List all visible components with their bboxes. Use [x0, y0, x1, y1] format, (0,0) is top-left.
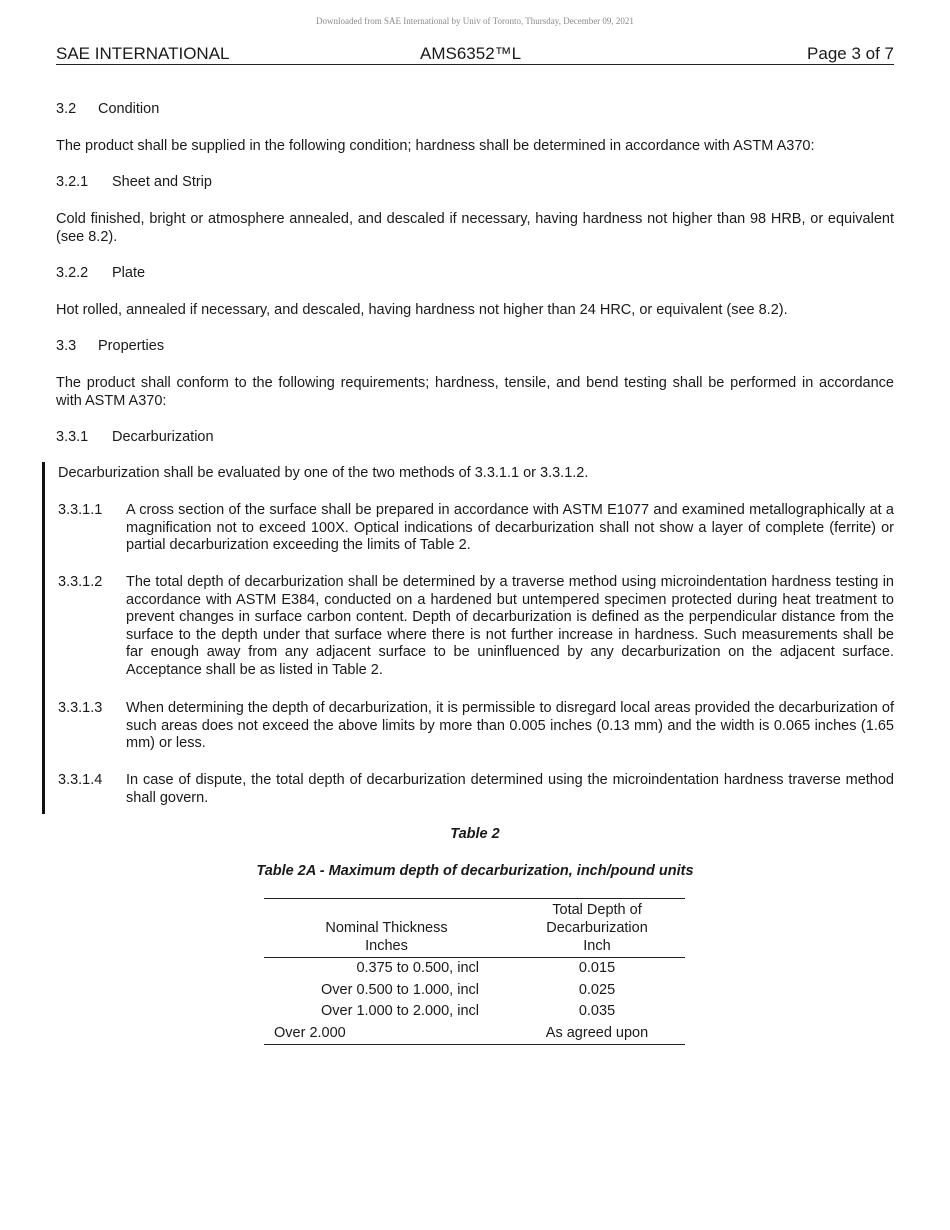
- paragraph-3-3: The product shall conform to the following requirements; hardness, tensile, and bend testing shall be performed in accordance with ASTM A370:: [56, 375, 894, 409]
- header-org: SAE INTERNATIONAL: [56, 44, 230, 63]
- page-header: [56, 44, 894, 65]
- paragraph-3-3-1: Decarburization shall be evaluated by one of the two methods of 3.3.1.1 or 3.3.1.2.: [58, 465, 589, 481]
- list-item-3-3-1-3: 3.3.1.3 When determining the depth of decarburization, it is permissible to disregard local areas provided the decarburization of such areas does not exceed the above limits by more than 0.005 inches (0.13 mm) and the width is 0.065 inches (1.65 mm) or less.: [58, 700, 894, 751]
- paragraph-3-2-2: Hot rolled, annealed if necessary, and descaled, having hardness not higher than 24 HRC, or equivalent (see 8.2).: [56, 302, 788, 318]
- cell-depth: As agreed upon: [509, 1023, 685, 1045]
- heading-3-2: 3.2 Condition: [56, 101, 160, 117]
- header-total-depth: Total Depth of Decarburization Inch: [509, 899, 685, 958]
- paragraph-3-2-1: Cold finished, bright or atmosphere annealed, and descaled if necessary, having hardness not higher than 98 HRB, or equivalent (see 8.2).: [56, 211, 894, 245]
- cell-depth: 0.025: [578, 981, 616, 998]
- table-row: [264, 958, 685, 980]
- paragraph-3-2: The product shall be supplied in the following condition; hardness shall be determined in accordance with ASTM A370:: [56, 138, 815, 154]
- decarburization-table: [264, 898, 685, 1045]
- cell-thickness: Over 2.000: [264, 1023, 509, 1045]
- heading-3-3: 3.3 Properties: [56, 338, 165, 354]
- cell-thickness: 0.375 to 0.500, incl: [356, 960, 479, 976]
- cell-thickness: Over 0.500 to 1.000, incl: [321, 981, 479, 998]
- list-item-3-3-1-1: 3.3.1.1 A cross section of the surface shall be prepared in accordance with ASTM E1077 and examined metallographically at a magnification not to exceed 100X. Optical indications of decarburization shall not show a layer of complete (ferrite) or partial decarburization exceeding the limits of Table 2.: [58, 502, 894, 553]
- table-row: [264, 1023, 685, 1045]
- list-item-3-3-1-4: 3.3.1.4 In case of dispute, the total depth of decarburization determined using the microindentation hardness traverse method shall govern.: [58, 772, 894, 806]
- header-nominal-thickness: Nominal Thickness Inches: [264, 899, 509, 958]
- list-item-3-3-1-2: 3.3.1.2 The total depth of decarburization shall be determined by a traverse method using microindentation hardness testing in accordance with ASTM E384, conducted on a hardened but untempered specimen protected during heat treatment to prevent changes in surface carbon content. Depth of decarburization is defined as the perpendicular distance from the surface to the depth under that surface where there is not further increase in hardness. Such measurements shall be far enough away from any adjacent surface to be uninfluenced by any decarburization on the adjacent surface. Acceptance shall be as listed in Table 2.: [58, 574, 894, 678]
- table-subtitle: Table 2A - Maximum depth of decarburization, inch/pound units: [256, 863, 694, 879]
- table-row: [264, 980, 685, 1002]
- cell-depth: 0.015: [578, 960, 616, 976]
- cell-thickness: Over 1.000 to 2.000, incl: [321, 1003, 479, 1019]
- heading-3-2-2: 3.2.2 Plate: [56, 265, 146, 281]
- table-title: Table 2: [450, 826, 500, 842]
- table-header-row: [264, 899, 685, 958]
- table-row: [264, 1001, 685, 1023]
- header-doc-number: AMS6352™L: [420, 44, 522, 63]
- cell-depth: 0.035: [578, 1003, 616, 1019]
- heading-3-3-1: 3.3.1 Decarburization: [56, 429, 214, 445]
- heading-3-2-1: 3.2.1 Sheet and Strip: [56, 174, 212, 190]
- header-page-number: Page 3 of 7: [807, 44, 894, 63]
- revision-change-bar: [42, 462, 45, 814]
- download-watermark: Downloaded from SAE International by Univ of Toronto, Thursday, December 09, 2021: [316, 16, 634, 26]
